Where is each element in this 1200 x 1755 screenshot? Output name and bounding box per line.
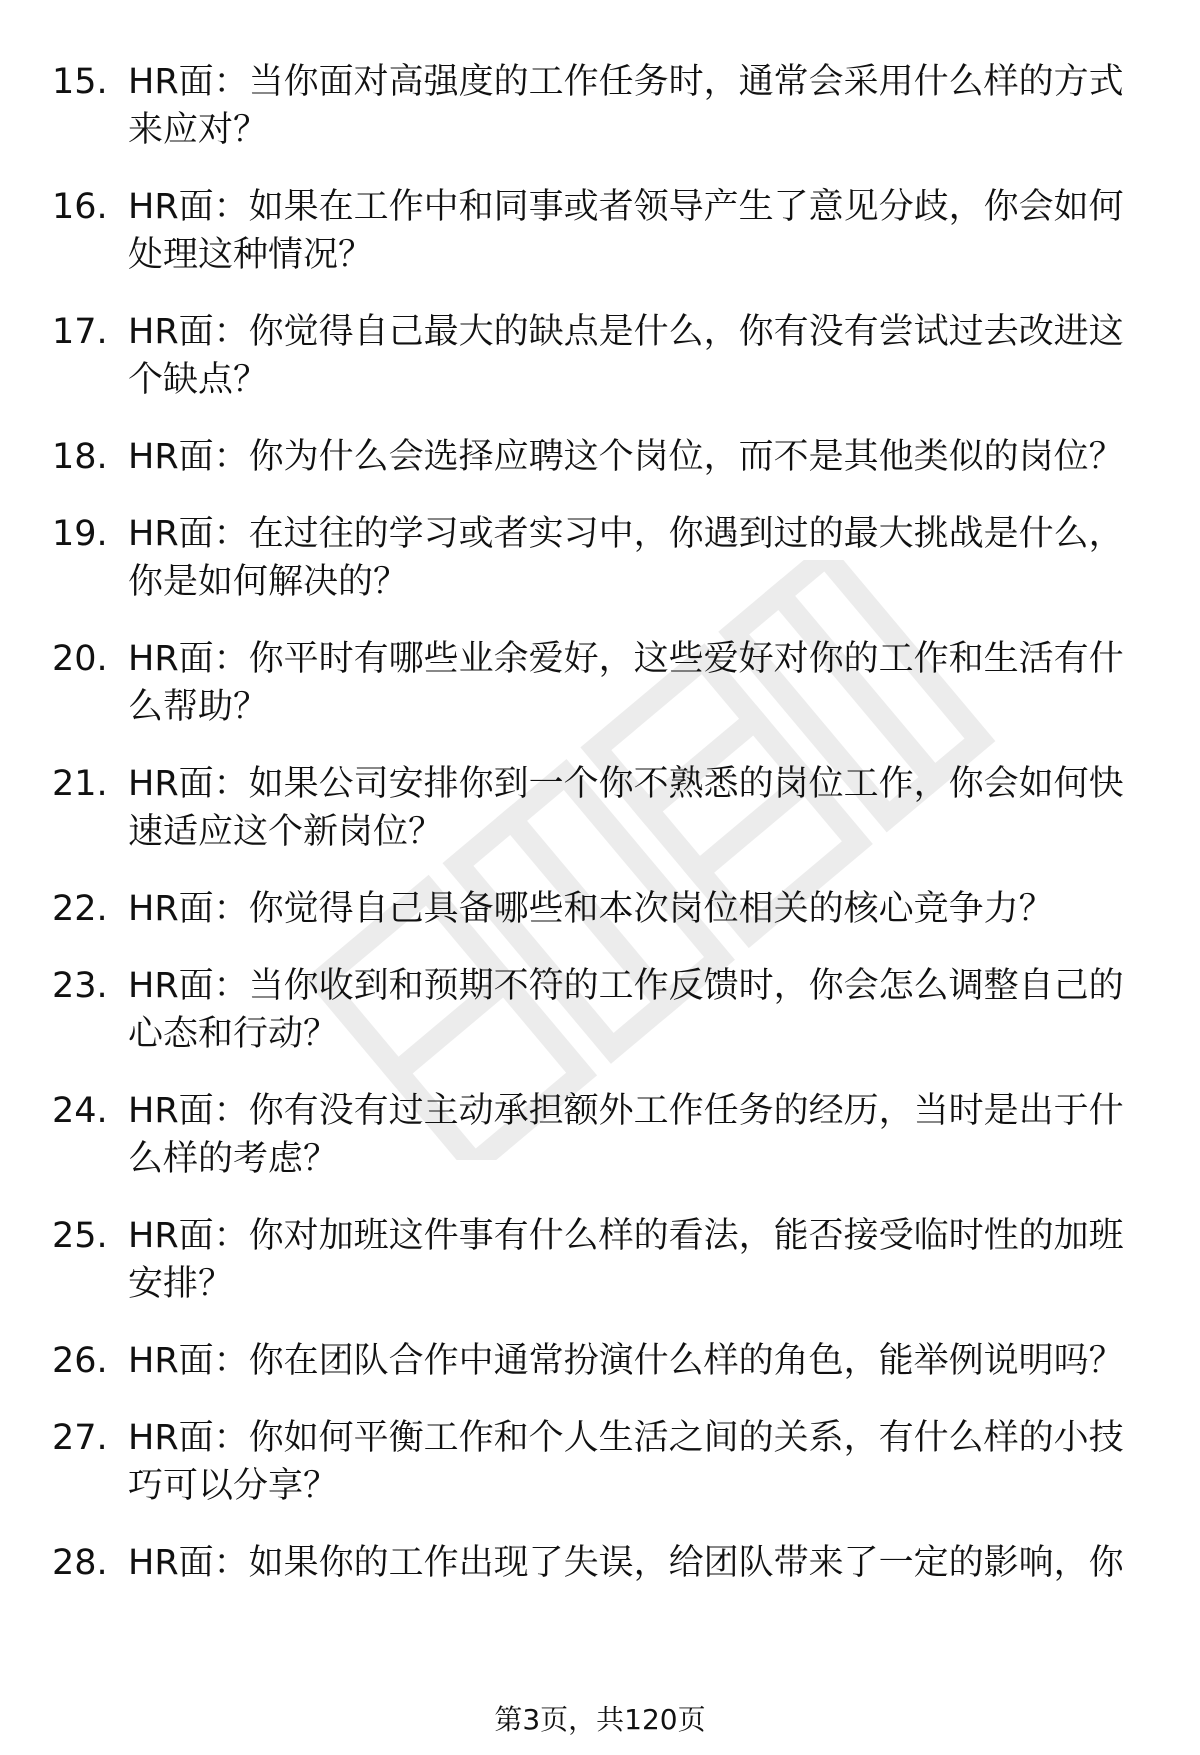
question-number: 19. (52, 514, 108, 554)
question-text: HR面：你平时有哪些业余爱好，这些爱好对你的工作和生活有什么帮助？ (128, 639, 1124, 727)
question-number: 27. (52, 1418, 108, 1458)
question-item (0, 760, 1200, 856)
question-number: 20. (52, 639, 108, 679)
question-text: HR面：你觉得自己最大的缺点是什么，你有没有尝试过去改进这个缺点？ (128, 312, 1124, 400)
question-text: HR面：如果公司安排你到一个你不熟悉的岗位工作，你会如何快速适应这个新岗位？ (128, 764, 1124, 852)
question-number: 16. (52, 187, 108, 227)
question-number: 17. (52, 312, 108, 352)
question-text: HR面：在过往的学习或者实习中，你遇到过的最大挑战是什么，你是如何解决的？ (128, 514, 1124, 602)
question-item (0, 433, 1200, 481)
question-number: 25. (52, 1216, 108, 1256)
question-number: 23. (52, 966, 108, 1006)
question-number: 18. (52, 437, 108, 477)
question-item (0, 885, 1200, 933)
question-item (0, 635, 1200, 731)
question-text: HR面：如果你的工作出现了失误，给团队带来了一定的影响，你 (128, 1543, 1124, 1583)
question-item (0, 1414, 1200, 1510)
question-item (0, 1087, 1200, 1183)
page-number-label: 第3页，共120页 (494, 1703, 706, 1736)
question-item (0, 1212, 1200, 1308)
question-item (0, 58, 1200, 154)
question-number: 24. (52, 1091, 108, 1131)
question-text: HR面：你觉得自己具备哪些和本次岗位相关的核心竞争力？ (128, 889, 1054, 929)
question-text: HR面：当你面对高强度的工作任务时，通常会采用什么样的方式来应对？ (128, 62, 1124, 150)
question-number: 28. (52, 1543, 108, 1583)
question-text: HR面：你为什么会选择应聘这个岗位，而不是其他类似的岗位？ (128, 437, 1124, 477)
question-text: HR面：你在团队合作中通常扮演什么样的角色，能举例说明吗？ (128, 1341, 1124, 1381)
page-footer (0, 1700, 1200, 1740)
question-item (0, 183, 1200, 279)
question-item (0, 510, 1200, 606)
question-number: 15. (52, 62, 108, 102)
question-number: 22. (52, 889, 108, 929)
question-item (0, 308, 1200, 404)
question-list (0, 58, 1200, 1616)
question-text: HR面：你如何平衡工作和个人生活之间的关系，有什么样的小技巧可以分享？ (128, 1418, 1124, 1506)
question-number: 21. (52, 764, 108, 804)
question-item (0, 1539, 1200, 1587)
question-text: HR面：你对加班这件事有什么样的看法，能否接受临时性的加班安排？ (128, 1216, 1124, 1304)
question-text: HR面：你有没有过主动承担额外工作任务的经历，当时是出于什么样的考虑？ (128, 1091, 1124, 1179)
question-item (0, 1337, 1200, 1385)
question-item (0, 962, 1200, 1058)
question-text: HR面：如果在工作中和同事或者领导产生了意见分歧，你会如何处理这种情况？ (128, 187, 1124, 275)
question-text: HR面：当你收到和预期不符的工作反馈时，你会怎么调整自己的心态和行动？ (128, 966, 1124, 1054)
question-number: 26. (52, 1341, 108, 1381)
